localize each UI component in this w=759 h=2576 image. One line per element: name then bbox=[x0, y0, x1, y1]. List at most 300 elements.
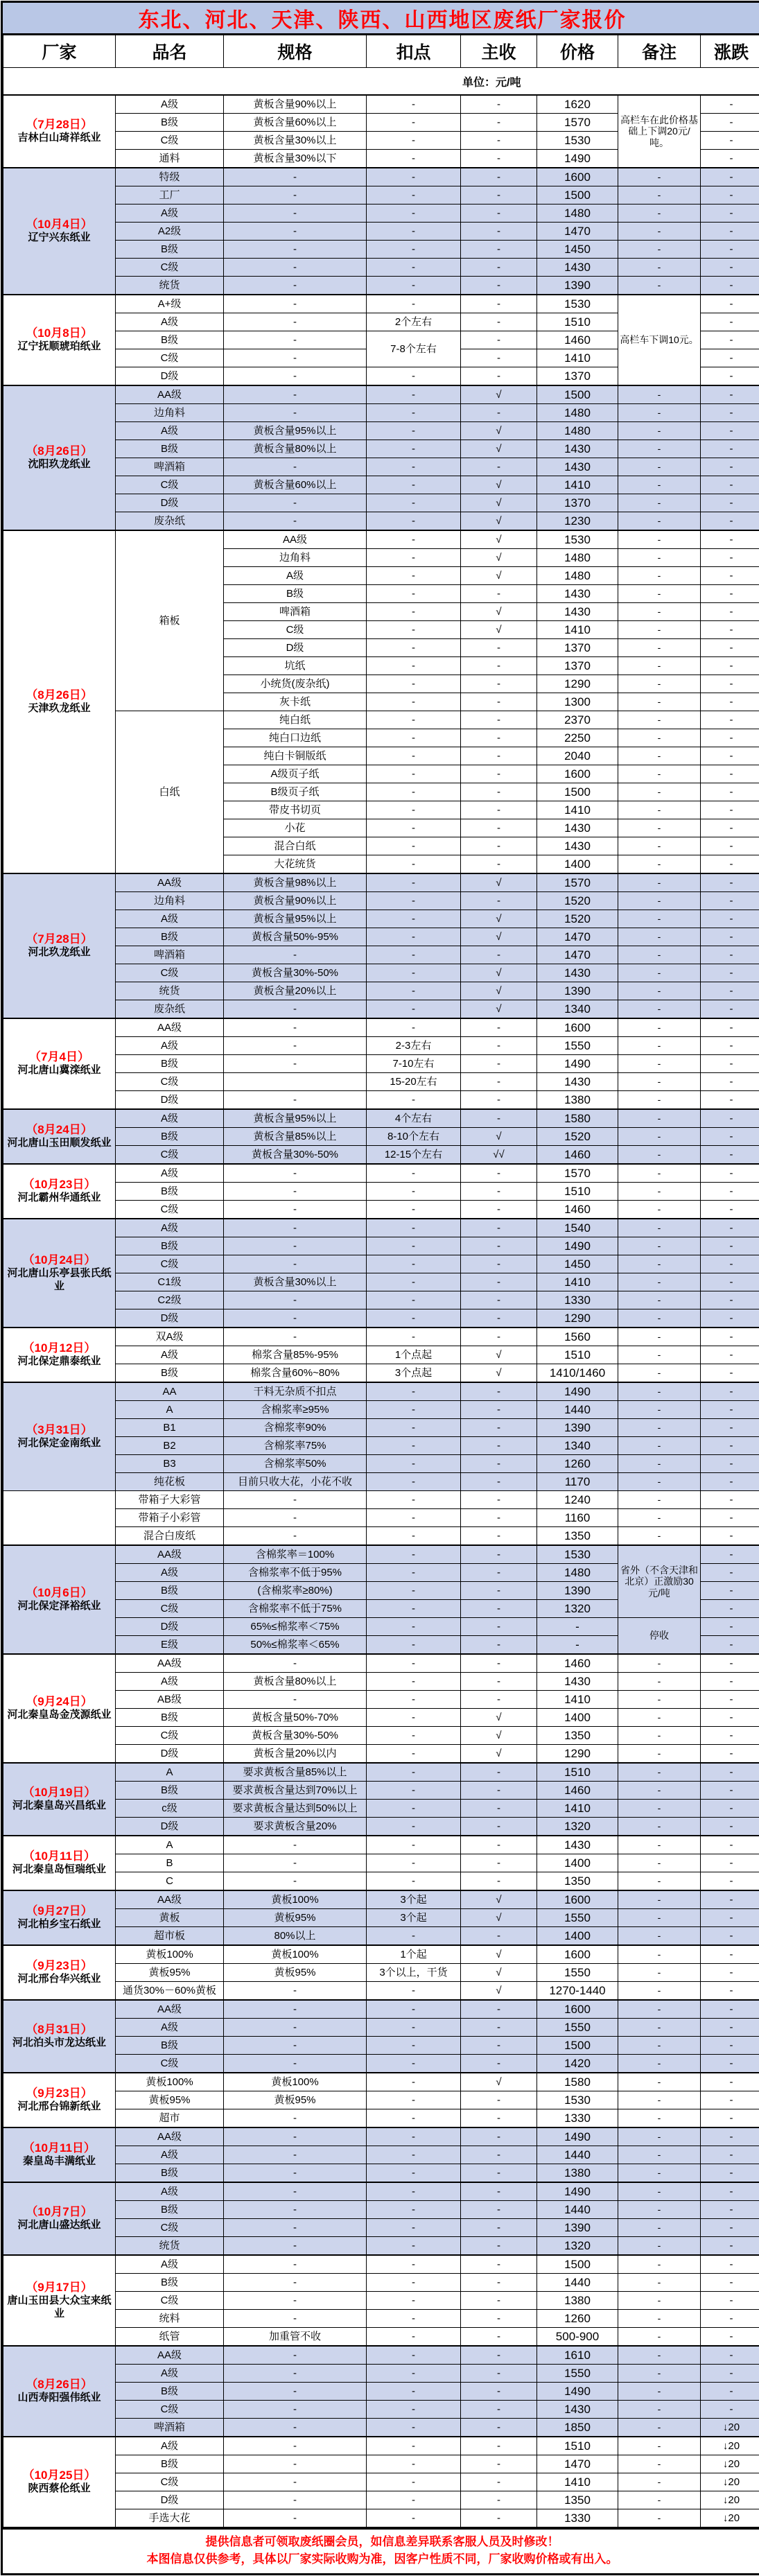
spec-cell: 黄板含量30%-50% bbox=[224, 1727, 367, 1745]
deduction-cell: 1个起 bbox=[367, 1945, 461, 1964]
accept-cell: √ bbox=[461, 494, 537, 512]
company-date: （9月27日） bbox=[5, 1904, 114, 1918]
deduction-cell: - bbox=[367, 549, 461, 567]
deduction-cell: - bbox=[367, 95, 461, 114]
accept-cell: - bbox=[461, 1872, 537, 1891]
change-cell: - bbox=[701, 801, 759, 819]
item-cell: C级 bbox=[116, 2401, 224, 2419]
accept-cell: √ bbox=[461, 982, 537, 1000]
change-cell: - bbox=[701, 1982, 759, 2001]
deduction-cell: - bbox=[367, 2274, 461, 2292]
deduction-cell: - bbox=[367, 1763, 461, 1782]
deduction-cell: - bbox=[367, 186, 461, 204]
price-cell: 1410 bbox=[537, 1273, 618, 1291]
note-cell: - bbox=[618, 2473, 701, 2491]
deduction-cell: 8-10个左右 bbox=[367, 1128, 461, 1146]
price-cell: 1440 bbox=[537, 2274, 618, 2292]
note-cell: - bbox=[618, 549, 701, 567]
change-cell: - bbox=[701, 2146, 759, 2164]
deduction-cell: - bbox=[367, 1782, 461, 1800]
note-cell: - bbox=[618, 819, 701, 837]
note-cell: - bbox=[618, 1419, 701, 1437]
price-cell: 1430 bbox=[537, 603, 618, 621]
deduction-cell: - bbox=[367, 1419, 461, 1437]
accept-cell: - bbox=[461, 1109, 537, 1128]
price-cell: 1460 bbox=[537, 331, 618, 349]
price-cell: 1470 bbox=[537, 928, 618, 946]
item-cell: C级 bbox=[116, 476, 224, 494]
price-cell: 1850 bbox=[537, 2419, 618, 2437]
accept-cell: - bbox=[461, 186, 537, 204]
deduction-cell: - bbox=[367, 2037, 461, 2055]
note-cell: - bbox=[618, 2164, 701, 2183]
table-row bbox=[3, 2000, 759, 2019]
accept-cell: - bbox=[461, 1273, 537, 1291]
item-cell: 黄板95% bbox=[116, 1964, 224, 1982]
deduction-cell: - bbox=[367, 2310, 461, 2328]
spec-cell: - bbox=[224, 1291, 367, 1309]
accept-cell: - bbox=[461, 1437, 537, 1455]
accept-cell: - bbox=[461, 1527, 537, 1546]
accept-cell: - bbox=[461, 2473, 537, 2491]
price-cell: 1490 bbox=[537, 1055, 618, 1073]
accept-cell: - bbox=[461, 1691, 537, 1709]
change-cell: - bbox=[701, 1055, 759, 1073]
change-cell: - bbox=[701, 1128, 759, 1146]
price-cell: 1370 bbox=[537, 494, 618, 512]
price-cell: 2040 bbox=[537, 747, 618, 765]
spec-cell: - bbox=[224, 1691, 367, 1709]
change-cell: - bbox=[701, 1582, 759, 1600]
item-cell: AA级 bbox=[116, 1545, 224, 1564]
change-cell: - bbox=[701, 1763, 759, 1782]
spec-cell: - bbox=[224, 2201, 367, 2219]
item-cell: A级 bbox=[116, 204, 224, 223]
deduction-cell: - bbox=[367, 1509, 461, 1527]
deduction-cell: - bbox=[367, 1237, 461, 1255]
company-cell bbox=[3, 1654, 116, 1763]
table-row bbox=[3, 1890, 759, 1909]
note-cell: - bbox=[618, 837, 701, 855]
table-row bbox=[3, 1909, 759, 1927]
price-cell: 1400 bbox=[537, 855, 618, 874]
item-cell: 白纸 bbox=[116, 711, 224, 874]
table-row bbox=[3, 295, 759, 313]
change-cell: - bbox=[701, 1600, 759, 1618]
deduction-cell: - bbox=[367, 2292, 461, 2310]
price-cell: 1410 bbox=[537, 349, 618, 367]
change-cell: - bbox=[701, 2255, 759, 2274]
price-cell: 1370 bbox=[537, 367, 618, 386]
note-cell: - bbox=[618, 1927, 701, 1946]
accept-cell: √ bbox=[461, 873, 537, 892]
deduction-cell: - bbox=[367, 1600, 461, 1618]
note-cell: - bbox=[618, 2437, 701, 2455]
change-cell: - bbox=[701, 2019, 759, 2037]
note-cell: - bbox=[618, 1273, 701, 1291]
accept-cell: - bbox=[461, 1818, 537, 1836]
spec-cell: 黄板100% bbox=[224, 1945, 367, 1964]
item-cell: E级 bbox=[116, 1636, 224, 1655]
note-cell: - bbox=[618, 1328, 701, 1346]
deduction-cell: - bbox=[367, 1927, 461, 1946]
company-date: （10月25日） bbox=[5, 2469, 114, 2482]
company-name: 河北秦皇岛恒瑞纸业 bbox=[5, 1863, 114, 1877]
spec-cell: 棉浆含量85%-95% bbox=[224, 1346, 367, 1364]
deduction-cell: - bbox=[367, 910, 461, 928]
deduction-cell: - bbox=[367, 837, 461, 855]
deduction-cell: - bbox=[367, 422, 461, 440]
item-cell: C级 bbox=[116, 259, 224, 277]
note-cell: - bbox=[618, 1091, 701, 1110]
item-cell: 箱板 bbox=[116, 530, 224, 711]
change-cell: - bbox=[701, 2055, 759, 2073]
change-cell: - bbox=[701, 711, 759, 729]
price-cell: 1330 bbox=[537, 2109, 618, 2128]
price-cell: 1430 bbox=[537, 837, 618, 855]
table-row bbox=[3, 95, 759, 114]
change-cell: - bbox=[701, 494, 759, 512]
spec-cell: A级 bbox=[224, 567, 367, 585]
note-cell: - bbox=[618, 2127, 701, 2146]
change-cell: - bbox=[701, 1401, 759, 1419]
note-cell: - bbox=[618, 259, 701, 277]
table-row bbox=[3, 422, 759, 440]
deduction-cell: - bbox=[367, 530, 461, 549]
table-row bbox=[3, 1055, 759, 1073]
table-row bbox=[3, 1836, 759, 1854]
change-cell: - bbox=[701, 1309, 759, 1328]
change-cell: - bbox=[701, 2401, 759, 2419]
accept-cell: - bbox=[461, 2237, 537, 2256]
deduction-cell: - bbox=[367, 567, 461, 585]
item-cell: B级 bbox=[116, 1055, 224, 1073]
company-cell bbox=[3, 2346, 116, 2437]
change-cell: - bbox=[701, 765, 759, 783]
price-cell: 1260 bbox=[537, 1455, 618, 1473]
change-cell: - bbox=[701, 1491, 759, 1509]
deduction-cell: - bbox=[367, 1491, 461, 1509]
price-cell: 1610 bbox=[537, 2346, 618, 2365]
item-cell: 统货 bbox=[116, 982, 224, 1000]
accept-cell: √ bbox=[461, 1364, 537, 1383]
item-cell: B级 bbox=[116, 1582, 224, 1600]
item-cell: 纸管 bbox=[116, 2328, 224, 2347]
change-cell: - bbox=[701, 1545, 759, 1564]
deduction-cell: - bbox=[367, 855, 461, 874]
table-row bbox=[3, 2164, 759, 2183]
spec-cell: - bbox=[224, 2109, 367, 2128]
spec-cell: - bbox=[224, 385, 367, 404]
deduction-cell: - bbox=[367, 1164, 461, 1183]
company-cell bbox=[3, 1836, 116, 1890]
price-cell: 1550 bbox=[537, 2019, 618, 2037]
change-cell: - bbox=[701, 2201, 759, 2219]
spec-cell: - bbox=[224, 2000, 367, 2019]
deduction-cell: - bbox=[367, 2201, 461, 2219]
deduction-cell: - bbox=[367, 1201, 461, 1219]
accept-cell: - bbox=[461, 1600, 537, 1618]
page-title: 东北、河北、天津、陕西、山西地区废纸厂家报价 bbox=[139, 3, 627, 33]
table-row bbox=[3, 494, 759, 512]
item-cell: A bbox=[116, 1836, 224, 1854]
change-cell: - bbox=[701, 331, 759, 349]
price-cell: 1600 bbox=[537, 2000, 618, 2019]
accept-cell: √ bbox=[461, 603, 537, 621]
item-cell: C级 bbox=[116, 132, 224, 150]
note-cell: - bbox=[618, 223, 701, 241]
change-cell: - bbox=[701, 1818, 759, 1836]
note-cell: 省外（不含天津和北京）正激励30元/吨 bbox=[618, 1545, 701, 1618]
spec-cell: B级页子纸 bbox=[224, 783, 367, 801]
spec-cell: - bbox=[224, 2274, 367, 2292]
accept-cell: - bbox=[461, 1328, 537, 1346]
company-cell bbox=[3, 2437, 116, 2527]
price-cell: 1550 bbox=[537, 2365, 618, 2383]
item-cell: B级 bbox=[116, 928, 224, 946]
note-cell: - bbox=[618, 1836, 701, 1854]
deduction-cell: - bbox=[367, 1219, 461, 1237]
note-cell: - bbox=[618, 1073, 701, 1091]
note-cell: - bbox=[618, 2019, 701, 2037]
table-row bbox=[3, 2219, 759, 2237]
price-cell: 1510 bbox=[537, 1183, 618, 1201]
note-cell: - bbox=[618, 277, 701, 295]
accept-cell: - bbox=[461, 1545, 537, 1564]
change-cell: - bbox=[701, 585, 759, 603]
change-cell: - bbox=[701, 512, 759, 531]
price-cell: 1490 bbox=[537, 2383, 618, 2401]
accept-cell: - bbox=[461, 241, 537, 259]
note-cell: - bbox=[618, 2491, 701, 2509]
table-row bbox=[3, 2473, 759, 2491]
accept-cell: √ bbox=[461, 928, 537, 946]
price-cell: 1510 bbox=[537, 2437, 618, 2455]
price-cell: 1410 bbox=[537, 801, 618, 819]
note-cell: - bbox=[618, 2328, 701, 2347]
change-cell: - bbox=[701, 2310, 759, 2328]
item-cell: C级 bbox=[116, 349, 224, 367]
note-cell: - bbox=[618, 476, 701, 494]
accept-cell: √ bbox=[461, 1727, 537, 1745]
item-cell: 边角料 bbox=[116, 892, 224, 910]
table-row bbox=[3, 1146, 759, 1165]
spec-cell: 黄板含量95%以上 bbox=[224, 1109, 367, 1128]
accept-cell: √ bbox=[461, 910, 537, 928]
deduction-cell: - bbox=[367, 819, 461, 837]
note-cell: - bbox=[618, 1201, 701, 1219]
item-cell: 黄板100% bbox=[116, 2073, 224, 2091]
note-cell: - bbox=[618, 1018, 701, 1037]
price-cell: 1480 bbox=[537, 549, 618, 567]
note-cell: - bbox=[618, 1491, 701, 1509]
deduction-cell: - bbox=[367, 2127, 461, 2146]
change-cell: - bbox=[701, 1109, 759, 1128]
accept-cell: √ bbox=[461, 1000, 537, 1019]
deduction-cell: - bbox=[367, 1654, 461, 1673]
accept-cell: √ bbox=[461, 549, 537, 567]
spec-cell: 小统货(废杂纸) bbox=[224, 675, 367, 693]
change-cell: ↓20 bbox=[701, 2419, 759, 2437]
spec-cell: 要求黄板含量达到70%以上 bbox=[224, 1782, 367, 1800]
price-cell: 1390 bbox=[537, 1419, 618, 1437]
spec-cell: - bbox=[224, 1000, 367, 1019]
company-cell bbox=[3, 530, 116, 873]
deduction-cell: 3个起 bbox=[367, 1890, 461, 1909]
note-cell: - bbox=[618, 1219, 701, 1237]
spec-cell: - bbox=[224, 1255, 367, 1273]
price-cell: 1550 bbox=[537, 1964, 618, 1982]
change-cell: - bbox=[701, 349, 759, 367]
item-cell: 统货 bbox=[116, 277, 224, 295]
col-header-accept: 主收 bbox=[461, 35, 537, 68]
deduction-cell: - bbox=[367, 2109, 461, 2128]
deduction-cell: - bbox=[367, 1564, 461, 1582]
change-cell: - bbox=[701, 1509, 759, 1527]
spec-cell: - bbox=[224, 223, 367, 241]
deduction-cell: 1个点起 bbox=[367, 1346, 461, 1364]
table-row bbox=[3, 2019, 759, 2037]
item-cell: 统料 bbox=[116, 2310, 224, 2328]
note-cell: - bbox=[618, 711, 701, 729]
company-name: 河北霸州华通纸业 bbox=[5, 1192, 114, 1205]
price-cell: 1460 bbox=[537, 1654, 618, 1673]
deduction-cell: - bbox=[367, 2219, 461, 2237]
table-row bbox=[3, 1364, 759, 1383]
item-cell: AA级 bbox=[116, 873, 224, 892]
deduction-cell: - bbox=[367, 783, 461, 801]
deduction-cell: 7-8个左右 bbox=[367, 331, 461, 367]
deduction-cell: - bbox=[367, 1709, 461, 1727]
price-cell: 1500 bbox=[537, 2255, 618, 2274]
note-cell: - bbox=[618, 693, 701, 711]
spec-cell: (含棉浆率≥80%) bbox=[224, 1582, 367, 1600]
change-cell: - bbox=[701, 1636, 759, 1655]
company-name: 唐山玉田县大众宝来纸业 bbox=[5, 2295, 114, 2321]
deduction-cell: - bbox=[367, 1437, 461, 1455]
note-cell: - bbox=[618, 385, 701, 404]
accept-cell: - bbox=[461, 1291, 537, 1309]
price-cell: 1460 bbox=[537, 1782, 618, 1800]
spec-cell: 目前只收大花，小花不收 bbox=[224, 1473, 367, 1491]
accept-cell: √ bbox=[461, 512, 537, 531]
change-cell: - bbox=[701, 2091, 759, 2109]
note-cell: - bbox=[618, 1982, 701, 2001]
deduction-cell: - bbox=[367, 1872, 461, 1891]
company-cell bbox=[3, 2073, 116, 2127]
table-row bbox=[3, 2455, 759, 2473]
change-cell: - bbox=[701, 621, 759, 639]
company-cell bbox=[3, 385, 116, 530]
deduction-cell: - bbox=[367, 2383, 461, 2401]
deduction-cell: - bbox=[367, 1854, 461, 1872]
note-cell: - bbox=[618, 2073, 701, 2091]
note-cell: - bbox=[618, 603, 701, 621]
accept-cell: - bbox=[461, 1618, 537, 1636]
spec-cell: 要求黄板含量20% bbox=[224, 1818, 367, 1836]
table-row bbox=[3, 1872, 759, 1891]
note-cell: - bbox=[618, 783, 701, 801]
table-row bbox=[3, 1509, 759, 1527]
spec-cell: - bbox=[224, 331, 367, 349]
title-band bbox=[3, 3, 759, 35]
deduction-cell: - bbox=[367, 892, 461, 910]
item-cell: A级 bbox=[116, 910, 224, 928]
change-cell: - bbox=[701, 549, 759, 567]
deduction-cell: - bbox=[367, 2055, 461, 2073]
table-row bbox=[3, 1491, 759, 1509]
table-row bbox=[3, 1164, 759, 1183]
price-cell: 1290 bbox=[537, 675, 618, 693]
change-cell: - bbox=[701, 295, 759, 313]
change-cell: - bbox=[701, 1219, 759, 1237]
note-cell: - bbox=[618, 585, 701, 603]
change-cell: - bbox=[701, 1346, 759, 1364]
table-row bbox=[3, 404, 759, 422]
item-cell: B2 bbox=[116, 1437, 224, 1455]
change-cell: - bbox=[701, 837, 759, 855]
spec-cell: 啤酒箱 bbox=[224, 603, 367, 621]
note-cell: - bbox=[618, 1401, 701, 1419]
item-cell: D级 bbox=[116, 1091, 224, 1110]
accept-cell: - bbox=[461, 259, 537, 277]
note-cell: - bbox=[618, 1164, 701, 1183]
accept-cell: - bbox=[461, 331, 537, 349]
table-row bbox=[3, 1654, 759, 1673]
spec-cell: - bbox=[224, 2055, 367, 2073]
change-cell: - bbox=[701, 1091, 759, 1110]
spec-cell: 棉浆含量60%~80% bbox=[224, 1364, 367, 1383]
note-cell: - bbox=[618, 2401, 701, 2419]
company-date: （10月11日） bbox=[5, 1850, 114, 1863]
accept-cell: - bbox=[461, 1491, 537, 1509]
deduction-cell: - bbox=[367, 765, 461, 783]
note-cell: - bbox=[618, 1382, 701, 1401]
item-cell: B级 bbox=[116, 440, 224, 458]
note-cell: - bbox=[618, 892, 701, 910]
spec-cell: 含棉浆率75% bbox=[224, 1437, 367, 1455]
price-cell: 1600 bbox=[537, 1945, 618, 1964]
change-cell: - bbox=[701, 168, 759, 186]
table-row bbox=[3, 1419, 759, 1437]
company-name: 河北秦皇岛金茂源纸业 bbox=[5, 1709, 114, 1722]
spec-cell: - bbox=[224, 1491, 367, 1509]
price-cell: 1460 bbox=[537, 1146, 618, 1165]
item-cell: 纯花板 bbox=[116, 1473, 224, 1491]
table-row bbox=[3, 241, 759, 259]
spec-cell: - bbox=[224, 946, 367, 964]
deduction-cell: - bbox=[367, 2091, 461, 2109]
price-cell: 1560 bbox=[537, 1328, 618, 1346]
item-cell: A级 bbox=[116, 1564, 224, 1582]
item-cell: AB级 bbox=[116, 1691, 224, 1709]
change-cell: - bbox=[701, 910, 759, 928]
spec-cell: 黄板含量30%以上 bbox=[224, 1273, 367, 1291]
accept-cell: - bbox=[461, 277, 537, 295]
accept-cell: √ bbox=[461, 422, 537, 440]
change-cell: - bbox=[701, 873, 759, 892]
company-name: 河北柏乡宝石纸业 bbox=[5, 1918, 114, 1931]
deduction-cell: - bbox=[367, 1382, 461, 1401]
note-cell: - bbox=[618, 1782, 701, 1800]
company-cell bbox=[3, 873, 116, 1018]
price-cell: 1540 bbox=[537, 1219, 618, 1237]
company-cell bbox=[3, 1945, 116, 2000]
item-cell: 黄板95% bbox=[116, 2091, 224, 2109]
spec-cell: - bbox=[224, 1854, 367, 1872]
company-date: （8月26日） bbox=[5, 688, 114, 702]
note-cell: - bbox=[618, 2000, 701, 2019]
